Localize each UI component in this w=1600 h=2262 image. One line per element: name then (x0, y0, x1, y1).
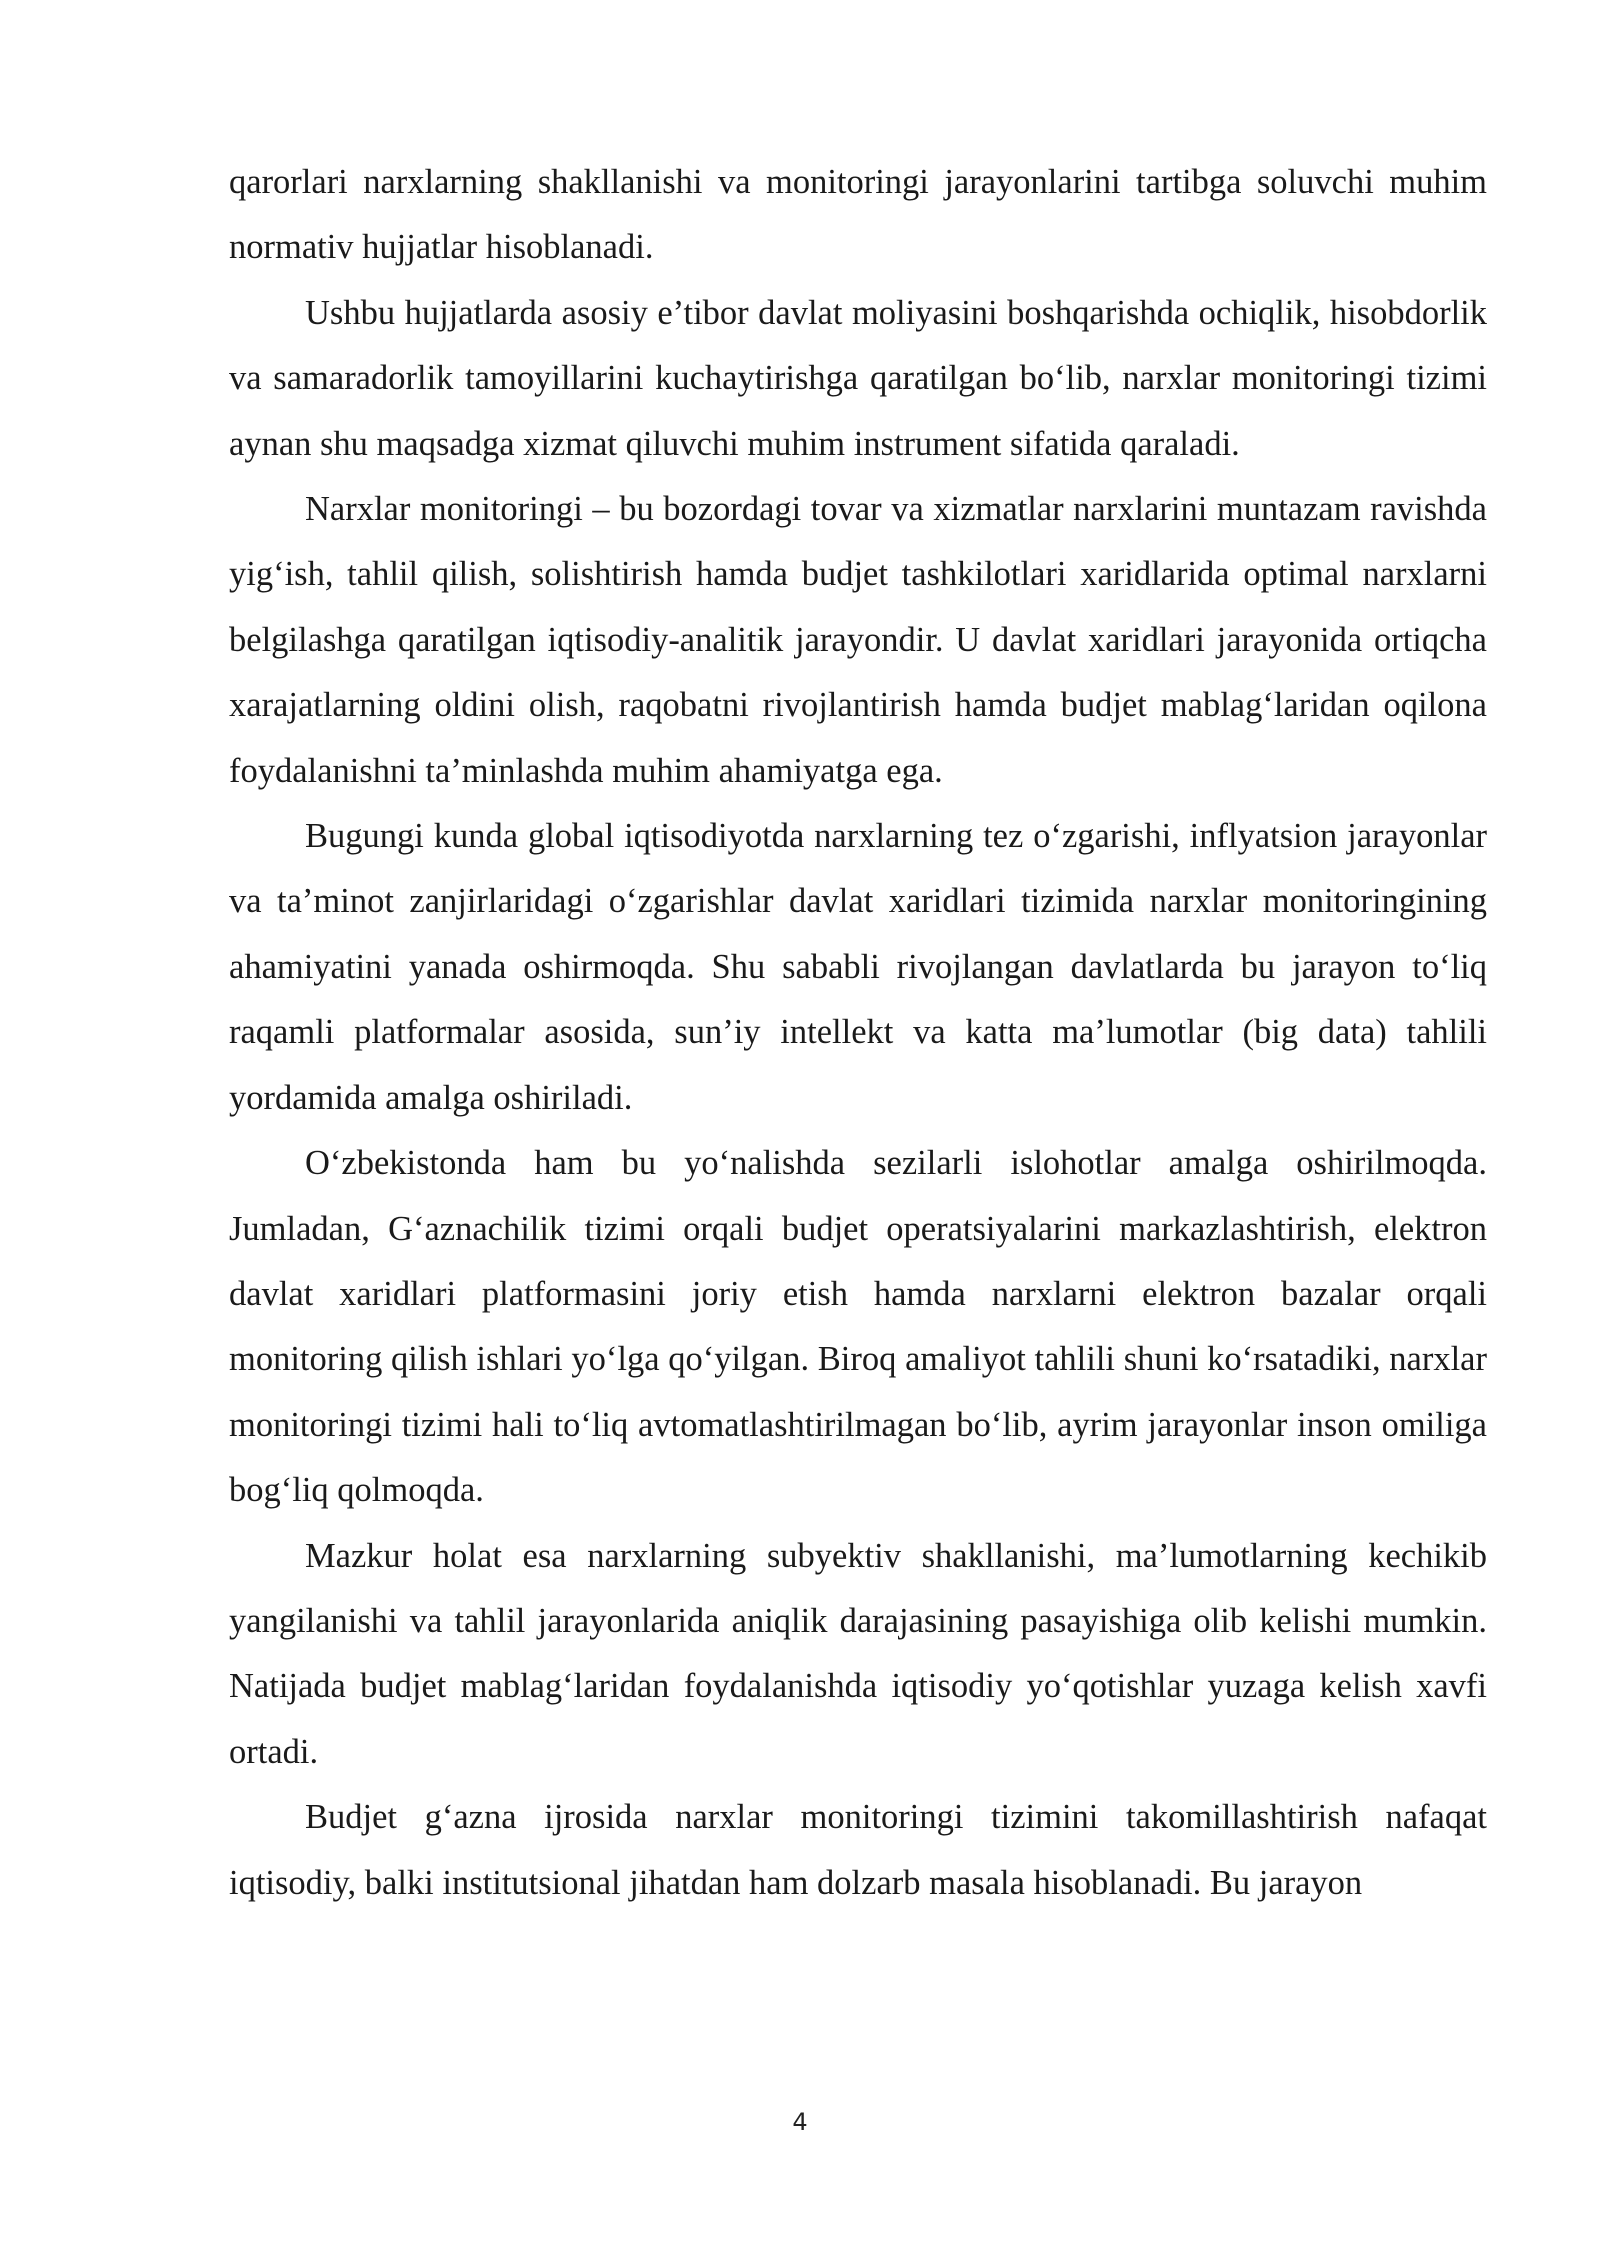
body-text (229, 150, 1487, 1916)
page-number: 4 (792, 2108, 808, 2136)
paragraph: Mazkur holat esa narxlarning subyektiv shakllanishi, ma’lumotlarning kechikib yangilanishi va tahlil jarayonlarida aniqlik darajasining pasayishiga olib kelishi mumkin. Natijada budjet mablag‘laridan foydalanishda iqtisodiy yo‘qotishlar yuzaga kelish xavfi ortadi. (229, 1536, 1487, 1771)
paragraph: Budjet g‘azna ijrosida narxlar monitoringi tizimini takomillashtirish nafaqat iqtisodiy, balki institutsional jihatdan ham dolzarb masala hisoblanadi. Bu jarayon (229, 1798, 1487, 1902)
paragraph: Bugungi kunda global iqtisodiyotda narxlarning tez o‘zgarishi, inflyatsion jarayonlar va ta’minot zanjirlaridagi o‘zgarishlar davlat xaridlari tizimida narxlar monitoringining ahamiyatini yanada oshirmoqda. Shu sababli rivojlangan davlatlarda bu jarayon to‘liq raqamli platformalar asosida, sun’iy intellekt va katta ma’lumotlar (big data) tahlili yordamida amalga oshiriladi. (229, 817, 1487, 1117)
paragraph: Ushbu hujjatlarda asosiy e’tibor davlat moliyasini boshqarishda ochiqlik, hisobdorlik va samaradorlik tamoyillarini kuchaytirishga qaratilgan bo‘lib, narxlar monitoringi tizimi aynan shu maqsadga xizmat qiluvchi muhim instrument sifatida qaraladi. (229, 293, 1487, 463)
paragraph: Narxlar monitoringi – bu bozordagi tovar va xizmatlar narxlarini muntazam ravishda yig‘ish, tahlil qilish, solishtirish hamda budjet tashkilotlari xaridlarida optimal narxlarni belgilashga qaratilgan iqtisodiy-analitik jarayondir. U davlat xaridlari jarayonida ortiqcha xarajatlarning oldini olish, raqobatni rivojlantirish hamda budjet mablag‘laridan oqilona foydalanishni ta’minlashda muhim ahamiyatga ega. (229, 490, 1487, 790)
paragraph-continuation: qarorlari narxlarning shakllanishi va monitoringi jarayonlarini tartibga soluvchi muhim normativ hujjatlar hisoblanadi. (229, 163, 1487, 267)
paragraph: O‘zbekistonda ham bu yo‘nalishda sezilarli islohotlar amalga oshirilmoqda. Jumladan, G‘aznachilik tizimi orqali budjet operatsiyalarini markazlashtirish, elektron davlat xaridlari platformasini joriy etish hamda narxlarni elektron bazalar orqali monitoring qilish ishlari yo‘lga qo‘yilgan. Biroq amaliyot tahlili shuni ko‘rsatadiki, narxlar monitoringi tizimi hali to‘liq avtomatlashtirilmagan bo‘lib, ayrim jarayonlar inson omiliga bog‘liq qolmoqda. (229, 1144, 1487, 1510)
